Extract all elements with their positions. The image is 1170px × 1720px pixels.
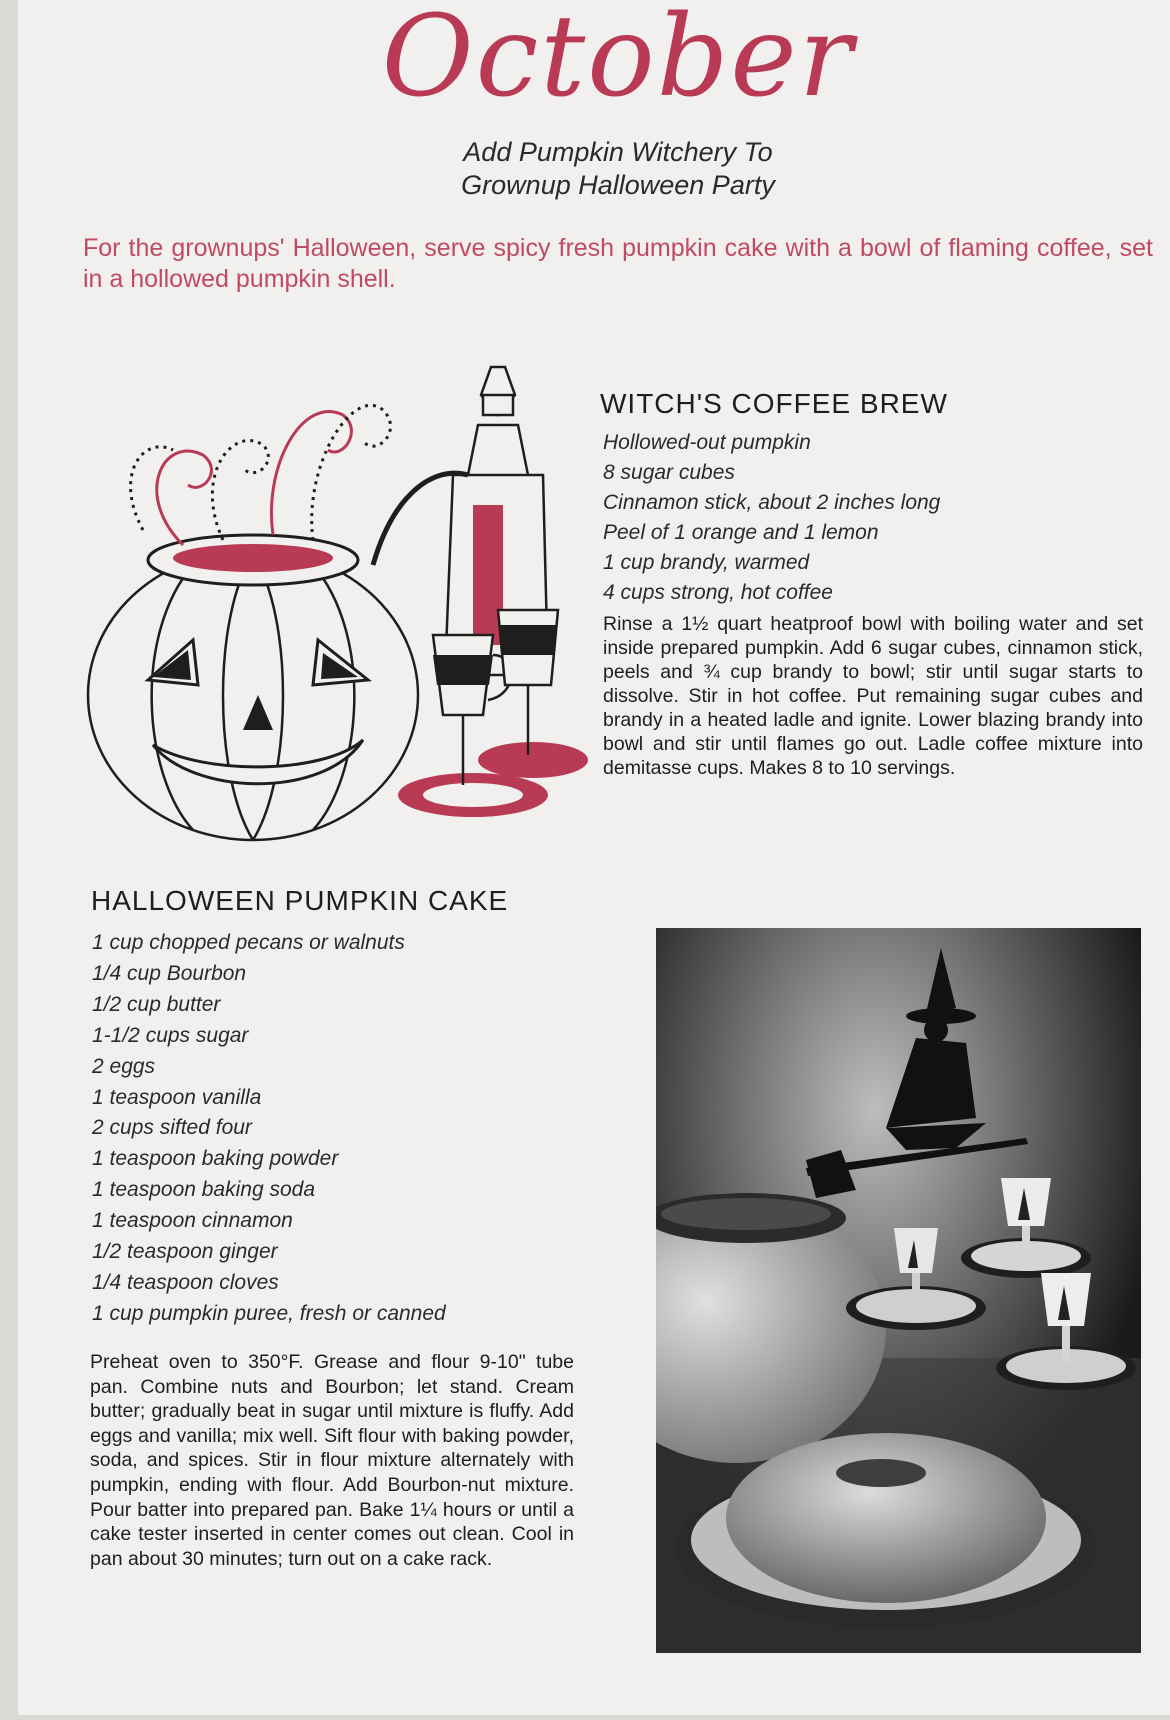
list-item: Peel of 1 orange and 1 lemon <box>603 521 879 544</box>
subtitle-line-2: Grownup Halloween Party <box>461 170 775 200</box>
page-title: October <box>381 0 855 122</box>
witch-cake-coffee-photo-icon <box>656 928 1141 1653</box>
list-item: 1/4 teaspoon cloves <box>92 1270 279 1294</box>
coffee-ingredients <box>603 428 940 608</box>
pumpkin-punch-bowl-illustration-icon <box>73 355 593 875</box>
list-item: 1/2 cup butter <box>92 992 221 1016</box>
subtitle-line-1: Add Pumpkin Witchery To <box>463 137 773 167</box>
coffee-heading: WITCH'S COFFEE BREW <box>600 388 948 419</box>
list-item: 1/2 teaspoon ginger <box>92 1240 278 1264</box>
cake-heading: HALLOWEEN PUMPKIN CAKE <box>91 885 509 916</box>
list-item: 1 teaspoon baking powder <box>92 1147 339 1171</box>
list-item: 4 cups strong, hot coffee <box>603 581 833 604</box>
cake-ingredients <box>92 928 446 1330</box>
coffee-directions: Rinse a 1½ quart heatproof bowl with boiling water and set inside prepared pumpkin. Add 6 sugar cubes, cinnamon stick, peels and ¾ cup brandy to bowl; stir until sugar starts to dissolve. Stir in hot coffee. Put remaining sugar cubes and brandy in a heated ladle and ignite. Lower blazing brandy into bowl and stir until flames go out. Ladle coffee mixture into demitasse cups. Makes 8 to 10 servings. <box>603 613 1143 779</box>
recipe-page <box>18 0 1170 1715</box>
list-item: 1 cup chopped pecans or walnuts <box>92 931 405 954</box>
list-item: 1-1/2 cups sugar <box>92 1023 249 1047</box>
list-item: 2 eggs <box>92 1054 156 1078</box>
list-item: 1 teaspoon vanilla <box>92 1085 262 1109</box>
intro-text: For the grownups' Halloween, serve spicy fresh pumpkin cake with a bowl of flaming coffee, set in a hollowed pumpkin shell. <box>83 234 1153 293</box>
list-item: 2 cups sifted four <box>92 1116 252 1140</box>
list-item: 1 teaspoon baking soda <box>92 1178 316 1202</box>
cake-directions: Preheat oven to 350°F. Grease and flour 9-10" tube pan. Combine nuts and Bourbon; let stand. Cream butter; gradually beat in sugar until mixture is fluffy. Add eggs and vanilla; mix well. Sift flour with baking powder, soda, and spices. Stir in flour mixture alternately with pumpkin, ending with flour. Add Bourbon-nut mixture. Pour batter into prepared pan. Bake 1¼ hours or until a cake tester inserted in center comes out clean. Cool in pan about 30 minutes; turn out on a cake rack. <box>90 1351 574 1570</box>
list-item: 1 cup brandy, warmed <box>603 551 810 574</box>
list-item: 8 sugar cubes <box>603 461 735 484</box>
list-item: 1 cup pumpkin puree, fresh or canned <box>92 1301 446 1325</box>
list-item: 1/4 cup Bourbon <box>92 961 247 985</box>
list-item: 1 teaspoon cinnamon <box>92 1209 293 1233</box>
list-item: Cinnamon stick, about 2 inches long <box>603 491 941 514</box>
page-subtitle <box>358 136 878 202</box>
list-item: Hollowed-out pumpkin <box>603 431 811 454</box>
